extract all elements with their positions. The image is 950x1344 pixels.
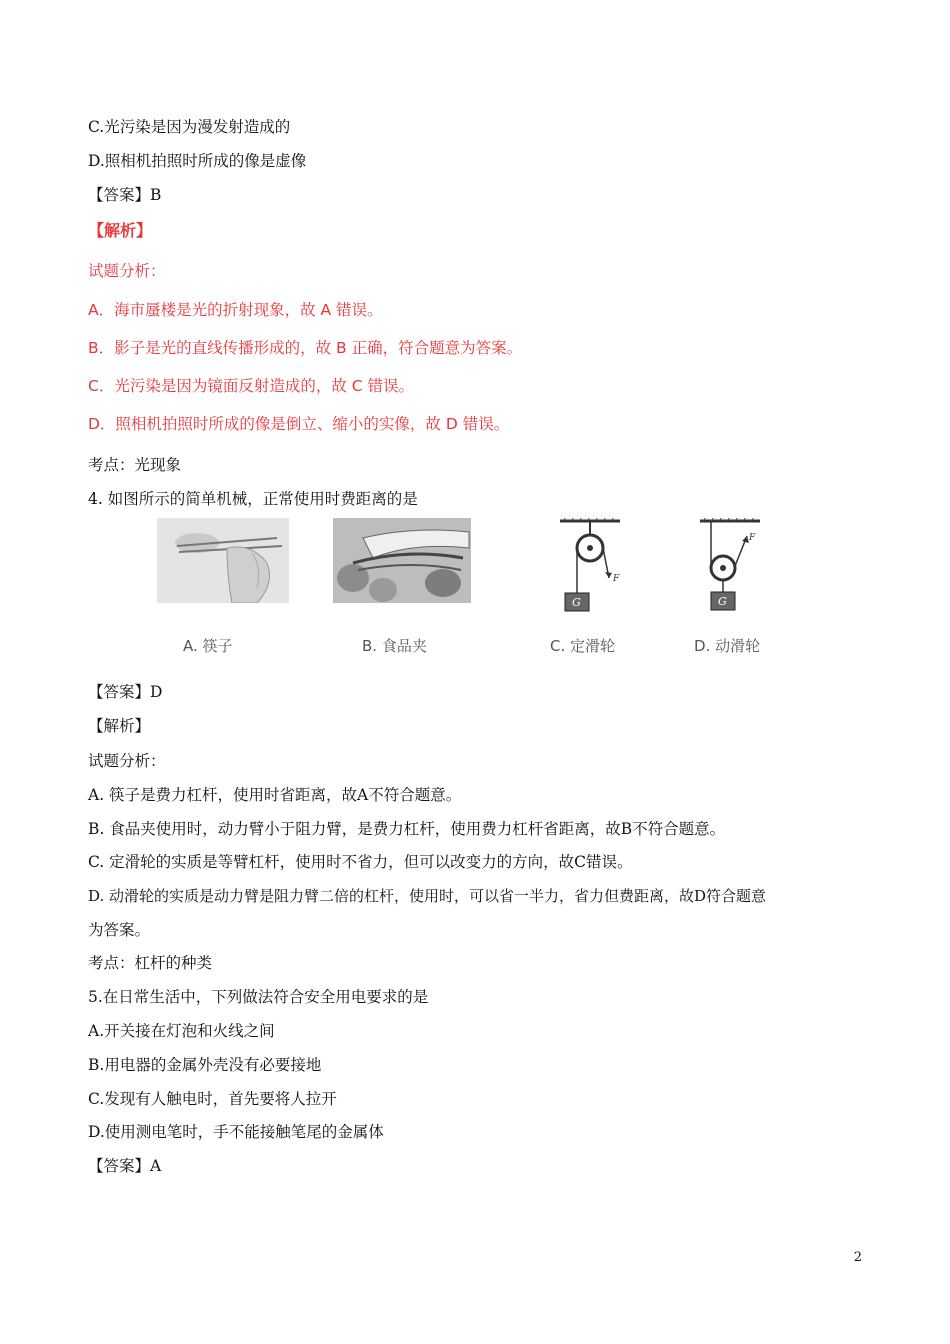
q3-analysis-c: C．光污染是因为镜面反射造成的，故 C 错误。 — [88, 377, 415, 395]
fixed-pulley-force-label: F — [613, 574, 620, 584]
q4-question: 4. 如图所示的简单机械，正常使用时费距离的是 — [88, 490, 418, 508]
q5-option-d: D.使用测电笔时，手不能接触笔尾的金属体 — [88, 1123, 384, 1141]
fixed-pulley-weight-label: G — [572, 596, 581, 609]
figure-label-a: A. 筷子 — [183, 637, 233, 655]
movable-pulley-figure — [695, 518, 765, 618]
q3-analysis-title: 【解析】 — [88, 221, 153, 240]
q5-option-a: A.开关接在灯泡和火线之间 — [88, 1022, 275, 1040]
q3-analysis-d: D．照相机拍照时所成的像是倒立、缩小的实像，故 D 错误。 — [88, 415, 510, 433]
q3-analysis-b: B．影子是光的直线传播形成的，故 B 正确，符合题意为答案。 — [88, 339, 523, 357]
q4-analysis-a: A. 筷子是费力杠杆，使用时省距离，故A不符合题意。 — [88, 786, 462, 804]
chopsticks-figure — [157, 518, 289, 603]
movable-pulley-force-label: F — [749, 533, 756, 543]
q5-option-b: B.用电器的金属外壳没有必要接地 — [88, 1056, 322, 1074]
q4-point: 考点：杠杆的种类 — [88, 954, 213, 972]
q4-analysis-d-cont: 为答案。 — [88, 921, 151, 939]
q3-point: 考点：光现象 — [88, 456, 182, 474]
q3-option-d: D.照相机拍照时所成的像是虚像 — [88, 152, 307, 170]
movable-pulley-weight-label: G — [718, 595, 727, 608]
page-number: 2 — [853, 1250, 862, 1265]
q3-answer: 【答案】B — [88, 186, 162, 204]
q3-analysis-a: A．海市蜃楼是光的折射现象，故 A 错误。 — [88, 301, 383, 319]
q4-analysis-d: D. 动滑轮的实质是动力臂是阻力臂二倍的杠杆，使用时，可以省一半力，省力但费距离，故D符合题意 — [88, 887, 767, 905]
q3-option-c: C.光污染是因为漫发射造成的 — [88, 118, 291, 136]
q5-answer: 【答案】A — [88, 1157, 162, 1175]
figure-label-d: D. 动滑轮 — [694, 637, 761, 655]
q5-question: 5.在日常生活中，下列做法符合安全用电要求的是 — [88, 988, 429, 1006]
fixed-pulley-figure — [555, 518, 625, 618]
q5-option-c: C.发现有人触电时，首先要将人拉开 — [88, 1090, 337, 1108]
food-tongs-figure — [333, 518, 471, 603]
q4-answer: 【答案】D — [88, 683, 163, 701]
q4-analysis-title: 【解析】 — [88, 717, 151, 735]
q3-analysis-intro: 试题分析： — [88, 262, 166, 280]
q4-analysis-c: C. 定滑轮的实质是等臂杠杆，使用时不省力，但可以改变力的方向，故C错误。 — [88, 853, 633, 871]
q4-analysis-intro: 试题分析： — [88, 752, 166, 770]
q4-analysis-b: B. 食品夹使用时，动力臂小于阻力臂，是费力杠杆，使用费力杠杆省距离，故B不符合题意。 — [88, 820, 726, 838]
figure-label-c: C. 定滑轮 — [550, 637, 616, 655]
figure-label-b: B. 食品夹 — [362, 637, 427, 655]
